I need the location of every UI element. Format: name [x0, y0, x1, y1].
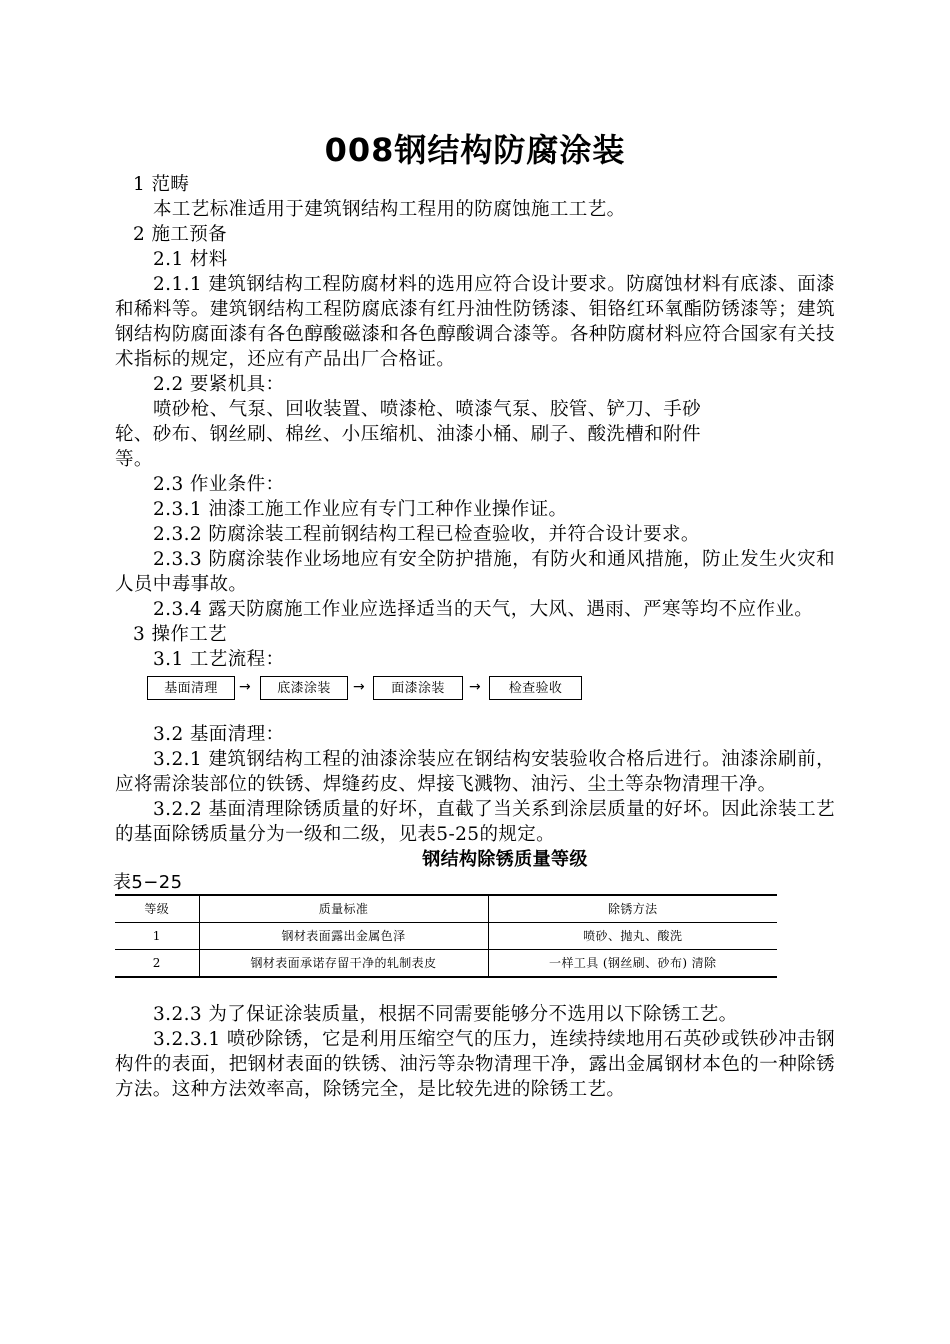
section-3-2-2-text: 3.2.2 基面清理除锈质量的好坏，直截了当关系到涂层质量的好坏。因此涂装工艺的基面除锈质量分为一级和二级，见表5-25的规定。 [115, 799, 835, 845]
document-body [115, 172, 835, 1102]
section-2-heading: 2 施工预备 [133, 224, 228, 245]
section-2-2-line-1: 喷砂枪、气泵、回收装置、喷漆枪、喷漆气泵、胶管、铲刀、手砂 [153, 399, 702, 420]
table-row [115, 923, 777, 950]
section-1-text: 本工艺标准适用于建筑钢结构工程用的防腐蚀施工工艺。 [153, 199, 626, 220]
section-3-2-3-text: 3.2.3 为了保证涂装质量，根据不同需要能够分不选用以下除锈工艺。 [153, 1004, 738, 1025]
section-3-2-heading: 3.2 基面清理： [153, 724, 285, 745]
section-2-3-3-text: 2.3.3 防腐涂装作业场地应有安全防护措施，有防火和通风措施，防止发生火灾和人员中毒事故。 [115, 549, 835, 595]
flow-step-surface-cleaning: 基面清理 [147, 676, 235, 700]
section-2-1-1-text: 2.1.1 建筑钢结构工程防腐材料的选用应符合设计要求。防腐蚀材料有底漆、面漆和稀料等。建筑钢结构工程防腐底漆有红丹油性防锈漆、钼铬红环氧酯防锈漆等；建筑钢结构防腐面漆有各色醇酸磁漆和各色醇酸调合漆等。各种防腐材料应符合国家有关技术指标的规定，还应有产品出厂合格证。 [115, 274, 835, 370]
section-2-2-line-2: 轮、砂布、钢丝刷、棉丝、小压缩机、油漆小桶、刷子、酸洗槽和附件 [115, 424, 701, 445]
section-3-1-heading: 3.1 工艺流程： [153, 649, 285, 670]
table-header-row [115, 895, 777, 923]
table-header-cell: 除锈方法 [488, 895, 777, 923]
section-2-2-heading: 2.2 要紧机具： [153, 374, 285, 395]
rust-removal-grade-table [115, 894, 777, 978]
table-header-cell: 质量标准 [199, 895, 488, 923]
table-cell: 喷砂、抛丸、酸洗 [488, 923, 777, 950]
flow-step-inspection: 检查验收 [489, 676, 582, 700]
section-1-heading: 1 范畴 [133, 174, 190, 195]
section-2-3-1-text: 2.3.1 油漆工施工作业应有专门工种作业操作证。 [153, 499, 568, 520]
table-label: 表5−25 [113, 872, 183, 893]
table-cell: 钢材表面承诺存留干净的轧制表皮 [199, 950, 488, 978]
table-row [115, 950, 777, 978]
section-3-2-3-1-text: 3.2.3.1 喷砂除锈，它是利用压缩空气的压力，连续持续地用石英砂或铁砂冲击钢构件的表面，把钢材表面的铁锈、油污等杂物清理干净，露出金属钢材本色的一种除锈方法。这种方法效率高，除锈完全，是比较先进的除锈工艺。 [115, 1029, 835, 1100]
flow-arrow-icon: → [353, 679, 366, 695]
flow-arrow-icon: → [469, 679, 482, 695]
table-cell: 一样工具 (钢丝刷、砂布) 清除 [488, 950, 777, 978]
section-3-2-1-text: 3.2.1 建筑钢结构工程的油漆涂装应在钢结构安装验收合格后进行。油漆涂刷前，应将需涂装部位的铁锈、焊缝药皮、焊接飞溅物、油污、尘土等杂物清理干净。 [115, 749, 835, 795]
document-title: 008钢结构防腐涂装 [324, 131, 626, 169]
flow-step-topcoat-coating: 面漆涂装 [373, 676, 463, 700]
table-caption: 钢结构除锈质量等级 [422, 849, 588, 870]
table-cell: 2 [152, 956, 161, 970]
flow-arrow-icon: → [239, 679, 252, 695]
table-cell: 钢材表面露出金属色泽 [199, 923, 488, 950]
table-header-cell: 等级 [144, 902, 170, 916]
process-flow-diagram [115, 672, 835, 722]
section-2-3-heading: 2.3 作业条件： [153, 474, 285, 495]
table-cell: 1 [152, 929, 161, 943]
section-3-heading: 3 操作工艺 [133, 624, 228, 645]
section-2-3-4-text: 2.3.4 露天防腐施工作业应选择适当的天气，大风、遇雨、严寒等均不应作业。 [153, 599, 814, 620]
section-2-3-2-text: 2.3.2 防腐涂装工程前钢结构工程已检查验收，并符合设计要求。 [153, 524, 700, 545]
flow-step-primer-coating: 底漆涂装 [260, 676, 348, 700]
section-2-2-line-3: 等。 [115, 449, 153, 470]
section-2-1-heading: 2.1 材料 [153, 249, 228, 270]
